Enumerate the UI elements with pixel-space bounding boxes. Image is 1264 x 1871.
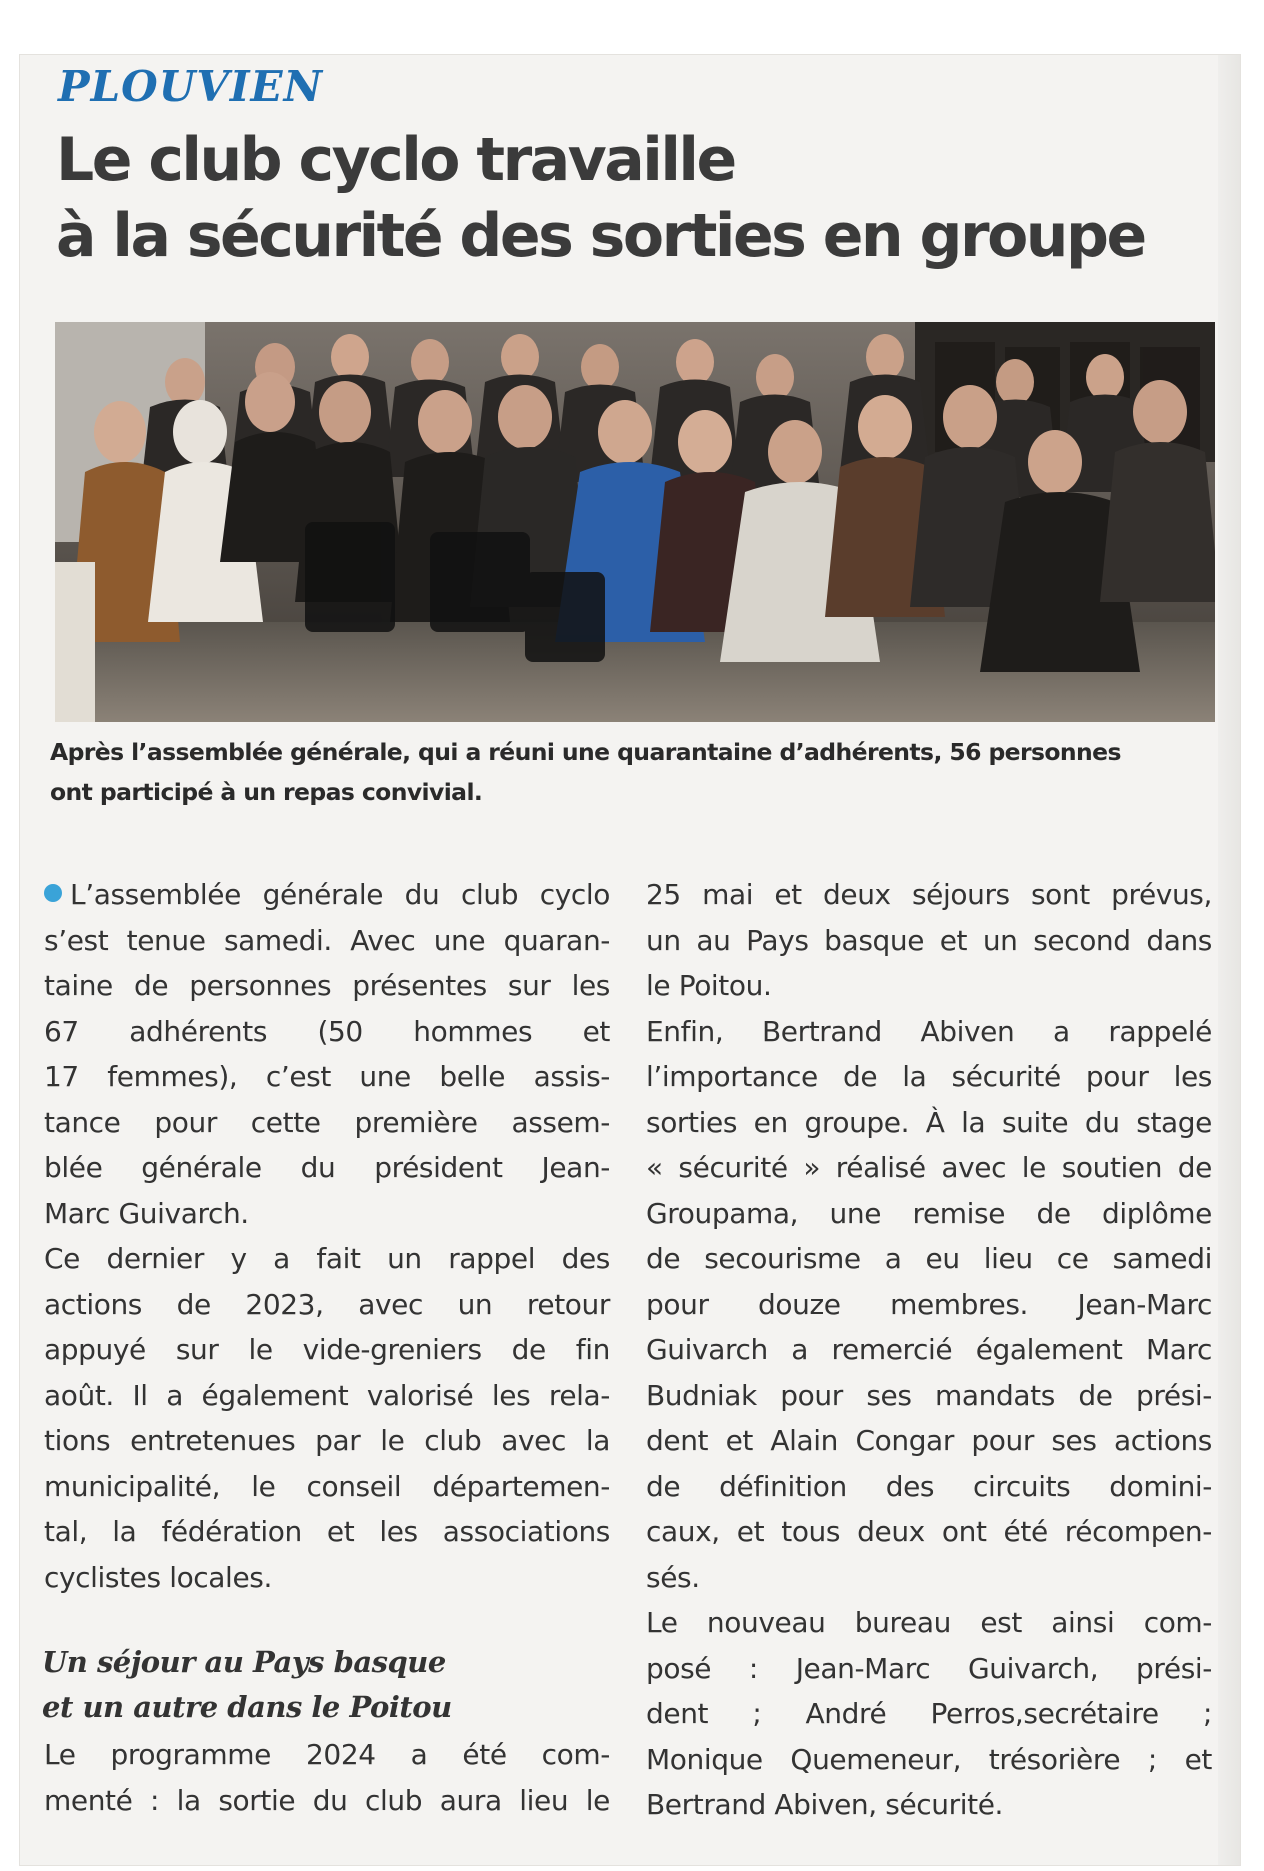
section-subhead (42, 1640, 602, 1730)
body-line: Enfin, Bertrand Abiven a rappelé (646, 1014, 1212, 1048)
body-line: menté : la sortie du club aura lieu le (44, 1783, 610, 1817)
adjacent-column-bleed (1218, 55, 1240, 1865)
town-kicker: PLOUVIEN (58, 62, 323, 111)
photo-caption (50, 732, 1220, 812)
body-line: Groupama, une remise de diplôme (646, 1196, 1212, 1230)
body-line: Bertrand Abiven, sécurité. (646, 1788, 1004, 1821)
body-line: tance pour cette première assem- (44, 1105, 610, 1139)
right-column (646, 872, 1212, 1828)
body-line: l’importance de la sécurité pour les (646, 1060, 1212, 1093)
body-line: municipalité, le conseil départemen- (44, 1469, 610, 1503)
body-line: tal, la fédération et les associations (44, 1515, 610, 1548)
body-line: Budniak pour ses mandats de prési- (646, 1378, 1212, 1412)
body-line: Ce dernier y a fait un rappel des (44, 1242, 610, 1275)
caption-line: ont participé à un repas convivial. (50, 778, 483, 806)
body-line: Le programme 2024 a été com- (44, 1738, 610, 1771)
body-line: 67 adhérents (50 hommes et (44, 1014, 610, 1048)
body-line: dent ; André Perros,secrétaire ; (646, 1697, 1212, 1730)
body-line (44, 872, 610, 918)
body-line: de secourisme a eu lieu ce samedi (646, 1242, 1212, 1275)
body-line: Monique Quemeneur, trésorière ; et (646, 1742, 1212, 1776)
body-line: « sécurité » réalisé avec le soutien de (646, 1151, 1212, 1184)
body-line: un au Pays basque et un second dans (646, 923, 1212, 957)
body-line: caux, et tous deux ont été récompen- (646, 1515, 1212, 1548)
body-line: s’est tenue samedi. Avec une quaran- (44, 923, 610, 957)
body-line: le Poitou. (646, 969, 772, 1002)
body-line: dent et Alain Congar pour ses actions (646, 1424, 1212, 1457)
group-photo-illustration (55, 322, 1215, 722)
body-line: pour douze membres. Jean-Marc (646, 1287, 1212, 1321)
body-line: appuyé sur le vide-greniers de fin (44, 1333, 610, 1366)
left-column (44, 872, 610, 1600)
body-line: actions de 2023, avec un retour (44, 1287, 610, 1321)
body-line: août. Il a également valorisé les rela- (44, 1378, 610, 1412)
caption-line: Après l’assemblée générale, qui a réuni une quarantaine d’adhérents, 56 personnes (50, 738, 1121, 766)
body-line: Le nouveau bureau est ainsi com- (646, 1606, 1212, 1639)
bullet-icon (44, 884, 62, 902)
left-column-continued (44, 1732, 610, 1823)
body-line: blée générale du président Jean- (44, 1151, 610, 1184)
subhead-line: et un autre dans le Poitou (42, 1690, 452, 1724)
body-line: 17 femmes), c’est une belle assis- (44, 1060, 610, 1093)
body-line: Marc Guivarch. (44, 1196, 249, 1230)
body-line: taine de personnes présentes sur les (44, 969, 610, 1002)
body-line-text: L’assemblée générale du club cyclo (70, 878, 610, 911)
subhead-line: Un séjour au Pays basque (42, 1645, 446, 1679)
body-line: 25 mai et deux séjours sont prévus, (646, 878, 1212, 911)
body-line: de définition des circuits domini- (646, 1469, 1212, 1503)
headline-line: à la sécurité des sorties en groupe (56, 201, 1145, 271)
group-photo (55, 322, 1215, 722)
body-line: Guivarch a remercié également Marc (646, 1333, 1212, 1366)
body-line: tions entretenues par le club avec la (44, 1424, 610, 1457)
headline-line: Le club cyclo travaille (56, 125, 735, 195)
body-line: cyclistes locales. (44, 1560, 272, 1594)
body-line: sorties en groupe. À la suite du stage (646, 1105, 1212, 1139)
body-line: posé : Jean-Marc Guivarch, prési- (646, 1651, 1212, 1685)
body-line: sés. (646, 1560, 700, 1594)
article-headline (56, 122, 1206, 274)
